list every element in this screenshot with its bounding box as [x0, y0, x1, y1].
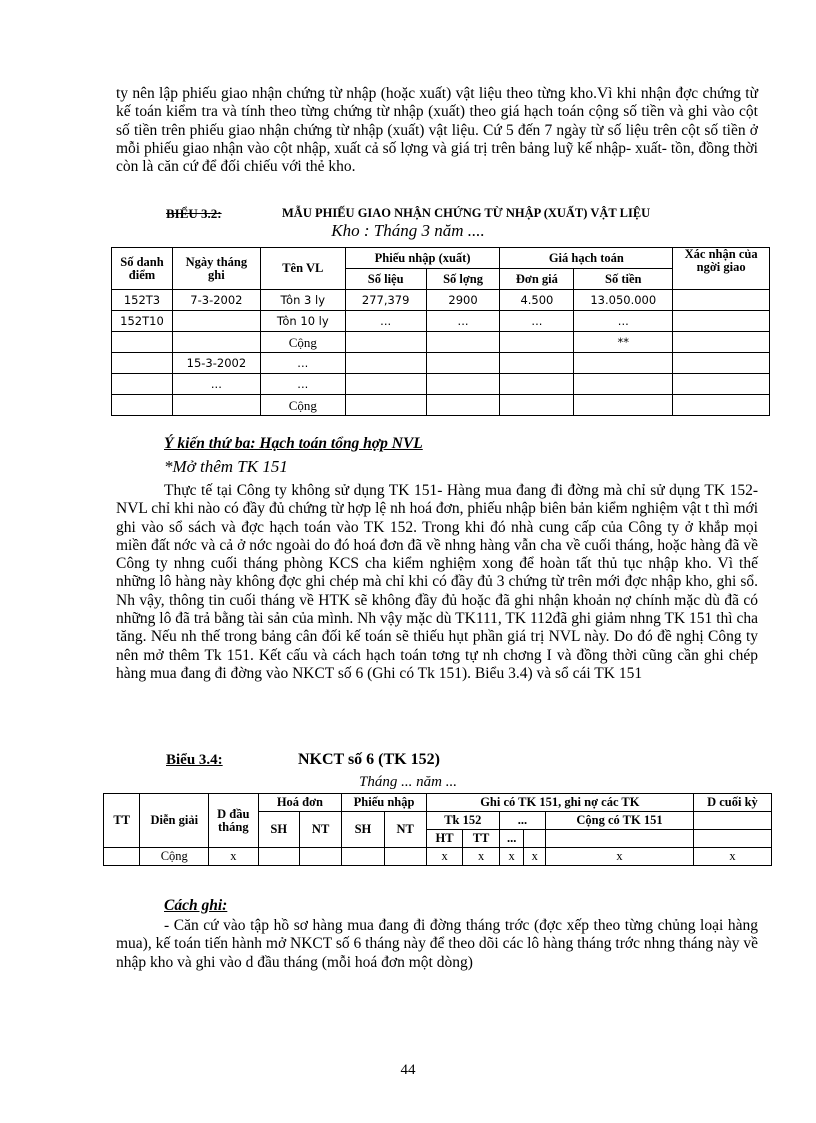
- table-cell: Tôn 10 ly: [260, 311, 345, 332]
- receipt-table: [111, 247, 770, 416]
- table-cell: [500, 395, 574, 416]
- table-cell: [345, 374, 426, 395]
- section-heading: Ý kiến thứ ba: Hạch toán tổng hợp NVL: [164, 435, 423, 452]
- table-cell: [500, 332, 574, 353]
- table-cell: [172, 332, 260, 353]
- table-row: [112, 353, 770, 374]
- header-cong-co: Cộng có TK 151: [546, 812, 694, 830]
- table-cell: [112, 332, 173, 353]
- table-cell: 4.500: [500, 290, 574, 311]
- table-cell: 7-3-2002: [172, 290, 260, 311]
- header-dien-giai: Diễn giải: [140, 794, 209, 848]
- table-cell: [112, 353, 173, 374]
- header-so-luong: Số lợng: [426, 269, 500, 290]
- header-sh: SH: [258, 812, 299, 848]
- table1-title: MẪU PHIẾU GIAO NHẬN CHỨNG TỪ NHẬP (XUẤT) VẬT LIỆU: [282, 206, 651, 220]
- table-cell: [574, 353, 673, 374]
- cach-ghi-heading: Cách ghi:: [164, 897, 228, 914]
- header-so-tien: Số tiền: [574, 269, 673, 290]
- table-cell: ...: [260, 374, 345, 395]
- table-cell: x: [524, 848, 546, 866]
- table1-subtitle: Kho : Tháng 3 năm ....: [331, 221, 485, 240]
- table-cell: x: [209, 848, 259, 866]
- header-ten-vl: Tên VL: [260, 248, 345, 290]
- table-cell: [345, 353, 426, 374]
- table-cell: [426, 374, 500, 395]
- header-tt: TT: [104, 794, 140, 848]
- table-cell: [112, 374, 173, 395]
- table-cell: [673, 332, 770, 353]
- table-cell: [574, 395, 673, 416]
- table-cell: [112, 395, 173, 416]
- header-nt: NT: [299, 812, 341, 848]
- table-cell: 15-3-2002: [172, 353, 260, 374]
- table2-subtitle: Tháng ... năm ...: [359, 774, 457, 790]
- header-so-danh-diem: Số danh điểm: [112, 248, 173, 290]
- nkct-table: [103, 793, 772, 866]
- table-cell-total: Cộng: [260, 332, 345, 353]
- table-cell: 13.050.000: [574, 290, 673, 311]
- table-cell: [673, 374, 770, 395]
- header-nt: NT: [384, 812, 426, 848]
- header-sh: SH: [342, 812, 384, 848]
- header-don-gia: Đơn giá: [500, 269, 574, 290]
- header-empty: [693, 812, 771, 830]
- table-cell: [426, 332, 500, 353]
- cach-ghi-paragraph: - Căn cứ vào tập hồ sơ hàng mua đang đi đờng tháng trớc (đợc xếp theo từng chủng loại hàng mua), kế toán tiến hành mở NKCT số 6 tháng này để theo dõi các lô hàng tháng trớc nhng tháng này về nhập kho và ghi vào d đầu tháng (mỗi hoá đơn một dòng): [116, 917, 758, 971]
- header-d-cuoi-ky: D cuối kỳ: [693, 794, 771, 812]
- table-cell: [172, 395, 260, 416]
- table-cell: ...: [574, 311, 673, 332]
- header-dots: ...: [499, 812, 545, 830]
- header-ht: HT: [426, 830, 463, 848]
- table-cell: [673, 395, 770, 416]
- table-cell: [345, 395, 426, 416]
- header-empty: [546, 830, 694, 848]
- table-cell: x: [426, 848, 463, 866]
- table2-title: NKCT số 6 (TK 152): [298, 751, 440, 768]
- header-gia-hach-toan: Giá hạch toán: [500, 248, 673, 269]
- table-cell: [673, 311, 770, 332]
- page-number: 44: [400, 1062, 416, 1078]
- header-tk152: Tk 152: [426, 812, 499, 830]
- table-row: [112, 311, 770, 332]
- header-empty: [524, 830, 546, 848]
- header-so-lieu: Số liệu: [345, 269, 426, 290]
- table-cell: [258, 848, 299, 866]
- subheading: *Mở thêm TK 151: [164, 457, 288, 476]
- table-cell: ...: [500, 311, 574, 332]
- table-row: [112, 332, 770, 353]
- table-cell: [299, 848, 341, 866]
- table-cell: [426, 395, 500, 416]
- table-cell: [104, 848, 140, 866]
- table-cell: ...: [426, 311, 500, 332]
- header-d-dau-thang: D đầu tháng: [209, 794, 259, 848]
- header-phieu-nhap: Phiếu nhập (xuất): [345, 248, 500, 269]
- table-cell: [342, 848, 384, 866]
- table-cell: x: [546, 848, 694, 866]
- table-cell: Cộng: [140, 848, 209, 866]
- header-ghi-co: Ghi có TK 151, ghi nợ các TK: [426, 794, 693, 812]
- table-cell-total: Cộng: [260, 395, 345, 416]
- header-phieu-nhap: Phiếu nhập: [342, 794, 427, 812]
- table-cell: 277,379: [345, 290, 426, 311]
- header-xac-nhan: Xác nhận của ngời giao: [673, 248, 770, 290]
- table-cell: x: [693, 848, 771, 866]
- header-hoa-don: Hoá đơn: [258, 794, 342, 812]
- table-cell: 152T3: [112, 290, 173, 311]
- table-cell: [172, 311, 260, 332]
- table-cell: [426, 353, 500, 374]
- table-cell: ...: [172, 374, 260, 395]
- table-cell: ...: [345, 311, 426, 332]
- table-cell: ...: [260, 353, 345, 374]
- table-row: [112, 290, 770, 311]
- header-empty: [693, 830, 771, 848]
- table-cell: [500, 353, 574, 374]
- header-tt2: TT: [463, 830, 499, 848]
- table-cell: [574, 374, 673, 395]
- table-row: [112, 374, 770, 395]
- header-ngay-thang-ghi: Ngày tháng ghi: [172, 248, 260, 290]
- table-cell: [673, 353, 770, 374]
- table-cell: [500, 374, 574, 395]
- table-cell: 2900: [426, 290, 500, 311]
- table-cell: [345, 332, 426, 353]
- table-row: [112, 395, 770, 416]
- table-cell: x: [499, 848, 524, 866]
- table1-label: BIỂU 3.2:: [166, 206, 222, 221]
- intro-paragraph: ty nên lập phiếu giao nhận chứng từ nhập (hoặc xuất) vật liệu theo từng kho.Vì khi nhận đợc chứng từ kế toán kiểm tra và tính theo từng chứng từ nhập (xuất) theo giá hạch toán cộng số tiền và ghi vào cột số tiền trên phiếu giao nhận chứng từ nhập (xuất) vật liệu. Cứ 5 đến 7 ngày từ số liệu trên cột số tiền ở mỗi phiếu giao nhận vào cột nhập, xuất cả số lợng và giá trị trên bảng luỹ kế nhập- xuất- tồn, đồng thời còn là căn cứ để đối chiếu với thẻ kho.: [116, 85, 758, 176]
- table-cell: [384, 848, 426, 866]
- table-cell: x: [463, 848, 499, 866]
- table2-label: Biểu 3.4:: [166, 752, 223, 768]
- table-cell: [673, 290, 770, 311]
- body-paragraph: Thực tế tại Công ty không sử dụng TK 151- Hàng mua đang đi đờng mà chỉ sử dụng TK 152- NVL chỉ khi nào có đầy đủ chứng từ hợp lệ nh hoá đơn, phiếu nhập biên bản kiểm nghiệm vật t thì mới ghi vào sổ sách và đợc hạch toán vào TK 152. Trong khi đó nhà cung cấp của Công ty ở khắp mọi miền đất nớc và cả ở nớc ngoài do đó hoá đơn đã về nhng hàng vẫn cha về cuối tháng, hoặc hàng đã về Công ty nhng cuối tháng phòng KCS cha kiểm nghiệm xong để hoàn tất thủ tục nhập kho. Vì thế những lô hàng này không đợc ghi chép mà chỉ khi có đầy đủ 3 chứng từ trên mới đợc nhập kho, ghi sổ. Nh vậy, thông tin cuối tháng về HTK sẽ không đầy đủ hoặc đã ghi nhận khoản nợ chính mặc dù đã có những lô đã trả bằng tài sản của mình. Nh vậy mặc dù TK111, TK 112đã ghi giảm nhng TK 151 thì cha tăng. Nếu nh thế trong bảng cân đối kế toán sẽ thiếu hụt phần giá trị NVL này. Do đó đề nghị Công ty nên mở thêm Tk 151. Kết cấu và cách hạch toán tơng tự nh chơng I và đồng thời cũng cần ghi chép hàng mua đang đi đờng vào NKCT số 6 (Ghi có Tk 151). Biểu 3.4) và sổ cái TK 151: [116, 482, 758, 682]
- table-row-total: [104, 848, 772, 866]
- table-cell: **: [574, 332, 673, 353]
- header-dots: ...: [499, 830, 524, 848]
- table-cell: Tôn 3 ly: [260, 290, 345, 311]
- table-cell: 152T10: [112, 311, 173, 332]
